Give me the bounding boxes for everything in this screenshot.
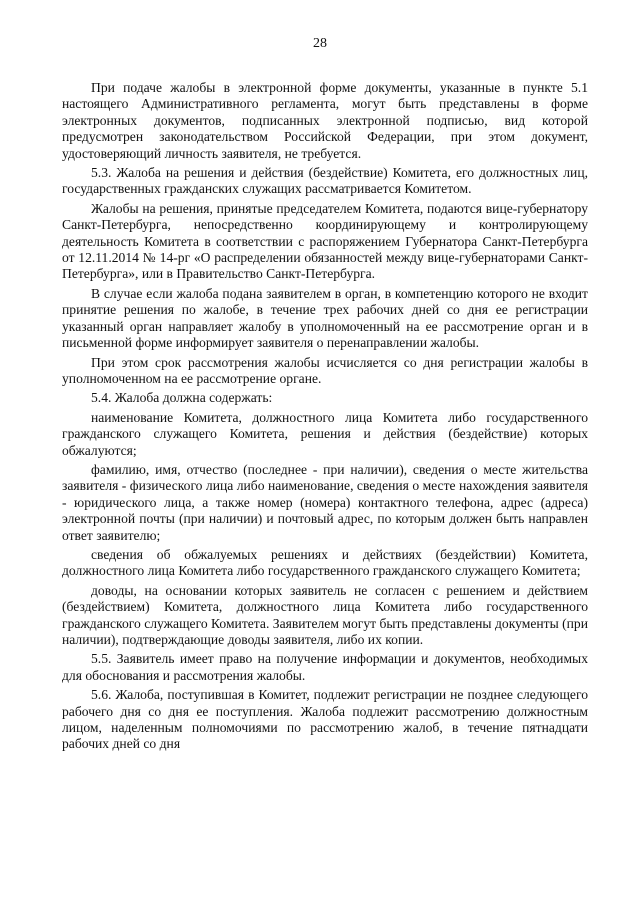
paragraph-review-term: При этом срок рассмотрения жалобы исчисляется со дня регистрации жалобы в уполномоченном на ее рассмотрение органе. — [62, 354, 588, 386]
list-item-name: наименование Комитета, должностного лица Комитета либо государственного гражданского служащего Комитета, решения и действия (бездействие) которых обжалуются; — [62, 409, 588, 458]
paragraph-5-6: 5.6. Жалоба, поступившая в Комитет, подлежит регистрации не позднее следующего рабочего дня со дня ее поступления. Жалоба подлежит рассмотрению должностным лицом, наделенным полномочиями по рассмотрению жалоб, в течение пятнадцати рабочих дней со дня — [62, 687, 588, 752]
paragraph-electronic-documents: При подаче жалобы в электронной форме документы, указанные в пункте 5.1 настоящего Административного регламента, могут быть представлены в форме электронных документов, подписанных электронной подписью, вид которой предусмотрен законодательством Российской Федерации, при этом документ, удостоверяющий личность заявителя, не требуется. — [62, 80, 588, 161]
list-item-applicant-details: фамилию, имя, отчество (последнее - при наличии), сведения о месте жительства заявителя - физического лица либо наименование, сведения о месте нахождения заявителя - юридического лица, а также номер (номера) контактного телефона, адрес (адреса) электронной почты (при наличии) и почтовый адрес, по которым должен быть направлен ответ заявителю; — [62, 461, 588, 543]
document-body — [62, 80, 588, 756]
paragraph-chairman-complaints: Жалобы на решения, принятые председателем Комитета, подаются вице-губернатору Санкт-Петербурга, непосредственно координирующему и контролирующему деятельность Комитета в соответствии с распоряжением Губернатора Санкт-Петербурга от 12.11.2014 № 14-рг «О распределении обязанностей между вице-губернаторами Санкт-Петербурга», или в Правительство Санкт-Петербурга. — [62, 200, 588, 282]
list-item-appealed-decisions: сведения об обжалуемых решениях и действиях (бездействии) Комитета, должностного лица Комитета либо государственного гражданского служащего Комитета; — [62, 546, 588, 579]
paragraph-5-5: 5.5. Заявитель имеет право на получение информации и документов, необходимых для обоснования и рассмотрения жалобы. — [62, 651, 588, 683]
page-number: 28 — [313, 36, 327, 51]
list-item-arguments: доводы, на основании которых заявитель не согласен с решением и действием (бездействием) Комитета, должностного лица Комитета либо государственного гражданского служащего Комитета. Заявителем могут быть представлены документы (при наличии), подтверждающие доводы заявителя, либо их копии. — [62, 582, 588, 647]
paragraph-5-3: 5.3. Жалоба на решения и действия (бездействие) Комитета, его должностных лиц, государственных гражданских служащих рассматривается Комитетом. — [62, 165, 588, 197]
paragraph-redirection: В случае если жалоба подана заявителем в орган, в компетенцию которого не входит принятие решения по жалобе, в течение трех рабочих дней со дня ее регистрации указанный орган направляет жалобу в уполномоченный на ее рассмотрение орган и в письменной форме информирует заявителя о перенаправлении жалобы. — [62, 285, 588, 351]
paragraph-5-4: 5.4. Жалоба должна содержать: — [91, 390, 273, 406]
